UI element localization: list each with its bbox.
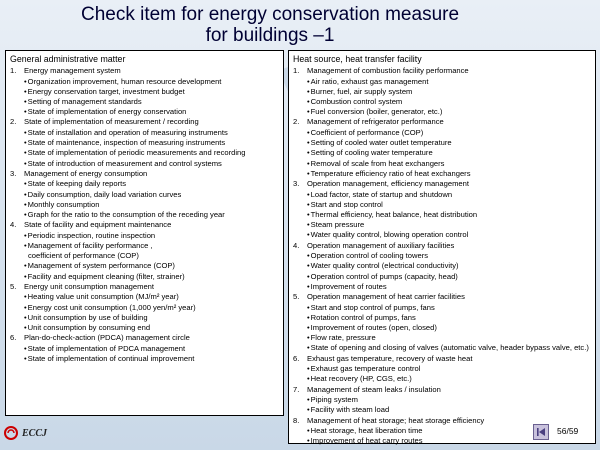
item-list	[307, 395, 591, 415]
section-number: 5.	[293, 292, 300, 302]
list-item: • Burner, fuel, air supply system	[307, 87, 591, 97]
list-item: • Setting of management standards	[24, 97, 279, 107]
section-number: 3.	[10, 168, 17, 178]
item-list	[24, 231, 279, 282]
section-title	[10, 220, 279, 231]
back-nav-button[interactable]	[533, 424, 549, 440]
section-number: 1.	[10, 66, 17, 75]
list-item: • Facility with steam load	[307, 405, 591, 415]
section-number: 8.	[293, 415, 300, 425]
section-title	[293, 292, 591, 303]
list-item: • Fuel conversion (boiler, generator, etc.)	[307, 107, 591, 117]
list-item: • Flow rate, pressure	[307, 333, 591, 343]
section-title	[10, 282, 279, 293]
list-item: coefficient of performance (COP)	[28, 251, 139, 261]
page-number: 56/59	[557, 426, 579, 436]
list-item: • Periodic inspection, routine inspection	[24, 231, 279, 241]
list-item: • State of keeping daily reports	[24, 179, 279, 189]
list-item: • Air ratio, exhaust gas management	[307, 77, 591, 87]
section-title	[293, 241, 591, 252]
list-item: • Temperature efficiency ratio of heat exchangers	[307, 169, 591, 179]
list-item: • Load factor, state of startup and shutdown	[307, 190, 591, 200]
list-item: • State of implementation of periodic measurements and recording	[24, 148, 279, 158]
list-item: • Removal of scale from heat exchangers	[307, 159, 591, 169]
section-title	[293, 117, 591, 128]
section	[10, 220, 279, 282]
list-item: • Operation control of cooling towers	[307, 251, 591, 261]
list-item: • State of introduction of measurement and control systems	[24, 159, 279, 169]
list-item: • Energy cost unit consumption (1,000 yen/m² year)	[24, 303, 279, 313]
section-title-text: State of implementation of measurement / recording	[24, 117, 199, 127]
section-title-text: Operation management of heat carrier facilities	[307, 292, 465, 302]
item-list	[307, 303, 591, 354]
section-title-text: Management of combustion facility performance	[307, 66, 469, 75]
list-item: • Piping system	[307, 395, 591, 405]
list-item: • State of opening and closing of valves (automatic valve, header bypass valve, etc.)	[307, 343, 591, 353]
list-item: • Management of system performance (COP)	[24, 261, 279, 271]
item-list	[24, 128, 279, 169]
section-title-text: Operation management of auxiliary facilities	[307, 240, 455, 250]
section-number: 6.	[10, 333, 17, 343]
section	[10, 169, 279, 220]
section	[293, 354, 591, 385]
section	[293, 117, 591, 179]
section	[293, 385, 591, 416]
section-title-text: Management of refrigerator performance	[307, 117, 444, 127]
list-item: • Energy conservation target, investment budget	[24, 87, 279, 97]
list-item: • Management of facility performance ,	[24, 241, 279, 251]
skip-back-icon	[534, 425, 548, 439]
list-item: • Heating value unit consumption (MJ/m² year)	[24, 292, 279, 302]
section-list	[10, 66, 279, 364]
list-item: • Facility and equipment cleaning (filter, strainer)	[24, 272, 279, 282]
title-line-1: Check item for energy conservation measure	[80, 4, 460, 25]
list-item: • Organization improvement, human resource development	[24, 77, 279, 87]
heat-source-panel	[288, 50, 596, 444]
item-list	[24, 292, 279, 333]
list-item: • Improvement of routes	[307, 282, 591, 292]
list-item: • Improvement of routes (open, closed)	[307, 323, 591, 333]
list-item: • Operation control of pumps (capacity, head)	[307, 272, 591, 282]
section-title-text: Energy unit consumption management	[24, 281, 155, 291]
section	[293, 179, 591, 241]
section	[10, 117, 279, 168]
list-item: • Rotation control of pumps, fans	[307, 313, 591, 323]
section-list	[293, 66, 591, 447]
section-number: 2.	[10, 117, 17, 127]
list-item: • State of maintenance, inspection of measuring instruments	[24, 138, 279, 148]
section	[10, 66, 279, 117]
list-item: • Graph for the ratio to the consumption of the receding year	[24, 210, 279, 220]
panel-heading: Heat source, heat transfer facility	[293, 54, 422, 64]
section	[10, 282, 279, 333]
section-number: 1.	[293, 66, 300, 75]
list-item: • Coefficient of performance (COP)	[307, 128, 591, 138]
section-title	[10, 66, 279, 77]
list-item: • Start and stop control	[307, 200, 591, 210]
general-administrative-panel	[5, 50, 284, 416]
section-title	[293, 66, 591, 77]
list-item: • State of installation and operation of measuring instruments	[24, 128, 279, 138]
list-item: • Unit consumption by consuming end	[24, 323, 279, 333]
list-item: • State of implementation of continual improvement	[24, 354, 279, 364]
section-title-text: Operation management, efficiency management	[307, 179, 469, 189]
section	[293, 241, 591, 292]
section-title	[293, 179, 591, 190]
list-item: • Water quality control (electrical conductivity)	[307, 261, 591, 271]
item-list	[307, 190, 591, 241]
list-item: • Setting of cooling water temperature	[307, 148, 591, 158]
item-list	[307, 251, 591, 292]
list-item: • Setting of cooled water outlet temperature	[307, 138, 591, 148]
section-title	[10, 333, 279, 344]
item-list	[24, 179, 279, 220]
logo-text: ECCJ	[22, 427, 48, 439]
list-item: • Daily consumption, daily load variation curves	[24, 190, 279, 200]
section-number: 6.	[293, 353, 300, 363]
section-title	[10, 117, 279, 128]
item-list	[24, 344, 279, 364]
section-number: 4.	[293, 240, 300, 250]
list-item: • Unit consumption by use of building	[24, 313, 279, 323]
section-number: 4.	[10, 220, 17, 230]
section	[293, 292, 591, 354]
slide-title	[0, 4, 600, 46]
section-title	[10, 169, 279, 180]
section-title-text: State of facility and equipment maintenance	[24, 220, 172, 230]
eccj-logo	[4, 426, 47, 440]
list-item: • State of implementation of energy conservation	[24, 107, 279, 117]
list-item: • Heat recovery (HP, CGS, etc.)	[307, 374, 591, 384]
section-title-text: Management of steam leaks / insulation	[307, 384, 441, 394]
list-item: • Thermal efficiency, heat balance, heat distribution	[307, 210, 591, 220]
list-item: • Heat storage, heat liberation time	[307, 426, 591, 436]
item-list	[24, 77, 279, 118]
item-list	[307, 364, 591, 384]
section-title-text: Energy management system	[24, 66, 121, 75]
section	[10, 333, 279, 364]
list-item: • Water quality control, blowing operation control	[307, 230, 591, 240]
section-title-text: Management of heat storage; heat storage efficiency	[307, 415, 485, 425]
section-title-text: Plan-do-check-action (PDCA) management circle	[24, 333, 190, 343]
list-item: • Start and stop control of pumps, fans	[307, 303, 591, 313]
section-title	[293, 354, 591, 365]
section-number: 3.	[293, 179, 300, 189]
section-title-text: Management of energy consumption	[24, 168, 148, 178]
section-number: 2.	[293, 117, 300, 127]
list-item: • Monthly consumption	[24, 200, 279, 210]
section-title	[293, 385, 591, 396]
item-list	[307, 128, 591, 179]
eccj-logo-icon	[4, 426, 18, 440]
title-line-2: for buildings –1	[205, 25, 335, 46]
item-list	[307, 77, 591, 118]
panel-heading: General administrative matter	[10, 54, 126, 64]
list-item: • Exhaust gas temperature control	[307, 364, 591, 374]
list-item: • Combustion control system	[307, 97, 591, 107]
section	[293, 66, 591, 117]
list-item: • State of implementation of PDCA management	[24, 344, 279, 354]
list-item: • Steam pressure	[307, 220, 591, 230]
section-title-text: Exhaust gas temperature, recovery of waste heat	[307, 353, 473, 363]
list-item: • Improvement of heat carry routes	[307, 436, 591, 446]
section-number: 5.	[10, 281, 17, 291]
section-number: 7.	[293, 384, 300, 394]
